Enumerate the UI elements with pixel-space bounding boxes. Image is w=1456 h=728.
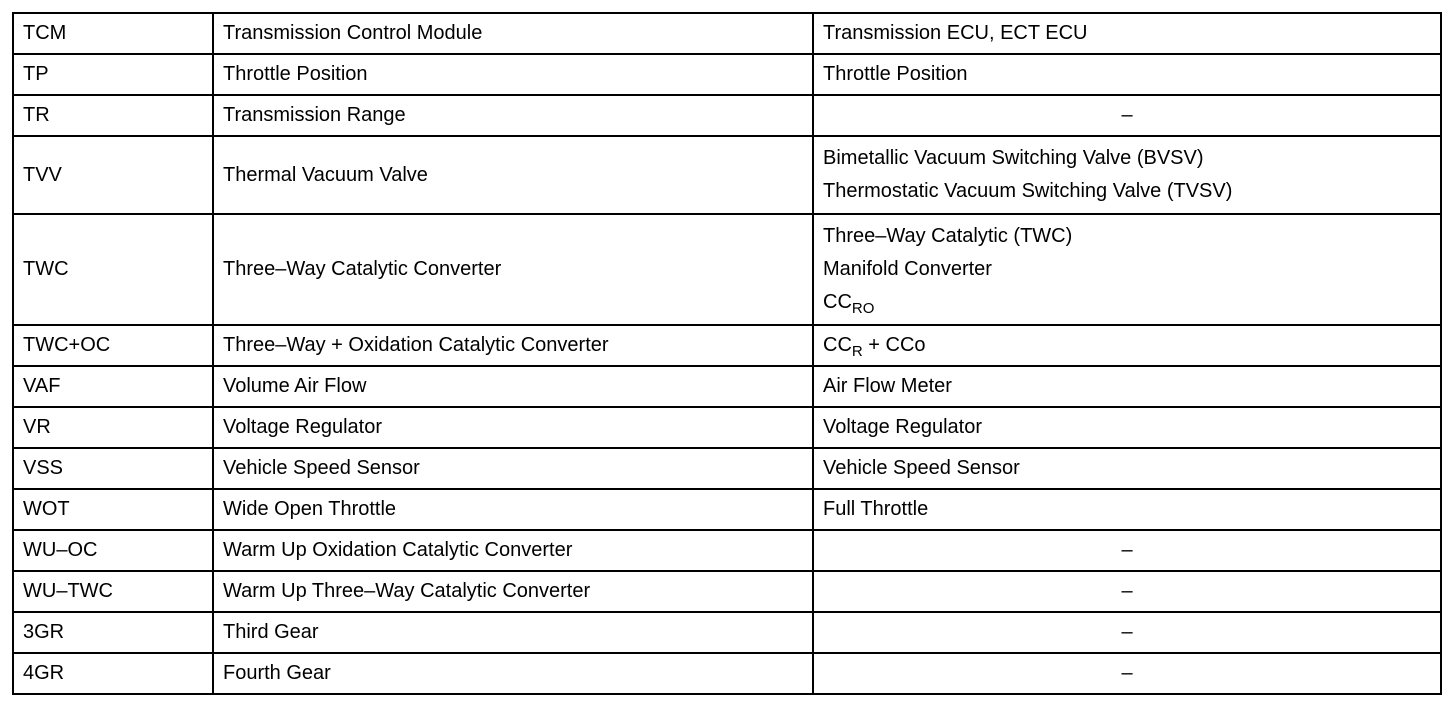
- abbreviation-table: [12, 12, 1442, 695]
- table-row: [13, 571, 1441, 612]
- term-cell: Third Gear: [213, 612, 813, 653]
- alternate-name-cell: Throttle Position: [813, 54, 1441, 95]
- abbreviation-cell: WU–TWC: [13, 571, 213, 612]
- alternate-name-line: Bimetallic Vacuum Switching Valve (BVSV): [823, 147, 1204, 169]
- alternate-name-cell: Voltage Regulator: [813, 407, 1441, 448]
- abbreviation-cell: WU–OC: [13, 530, 213, 571]
- alternate-name-text: + CCo: [862, 334, 926, 356]
- alternate-name-text: CC: [823, 334, 852, 356]
- abbreviation-cell: 4GR: [13, 653, 213, 694]
- term-cell: Three–Way Catalytic Converter: [213, 214, 813, 325]
- table-row: [13, 612, 1441, 653]
- alternate-name-cell: –: [813, 530, 1441, 571]
- alternate-name-cell: [813, 214, 1441, 325]
- alternate-name-cell: [813, 136, 1441, 214]
- term-cell: Transmission Control Module: [213, 13, 813, 54]
- alternate-name-line: [823, 286, 1431, 319]
- alternate-name-cell: –: [813, 612, 1441, 653]
- term-cell: Vehicle Speed Sensor: [213, 448, 813, 489]
- abbreviation-cell: VSS: [13, 448, 213, 489]
- table-row: [13, 366, 1441, 407]
- alternate-name-cell: Vehicle Speed Sensor: [813, 448, 1441, 489]
- alternate-name-cell: Transmission ECU, ECT ECU: [813, 13, 1441, 54]
- term-cell: Throttle Position: [213, 54, 813, 95]
- term-cell: Wide Open Throttle: [213, 489, 813, 530]
- abbreviation-cell: VR: [13, 407, 213, 448]
- alternate-name-line: Thermostatic Vacuum Switching Valve (TVSV): [823, 180, 1233, 202]
- abbreviation-cell: TWC: [13, 214, 213, 325]
- term-cell: Warm Up Three–Way Catalytic Converter: [213, 571, 813, 612]
- term-cell: Warm Up Oxidation Catalytic Converter: [213, 530, 813, 571]
- alternate-name-cell: –: [813, 653, 1441, 694]
- table-row: [13, 448, 1441, 489]
- table-row: [13, 54, 1441, 95]
- table-row: [13, 214, 1441, 325]
- alternate-name-cell: Air Flow Meter: [813, 366, 1441, 407]
- term-cell: Thermal Vacuum Valve: [213, 136, 813, 214]
- term-cell: Three–Way + Oxidation Catalytic Converter: [213, 325, 813, 366]
- abbreviation-cell: TP: [13, 54, 213, 95]
- abbreviation-cell: TR: [13, 95, 213, 136]
- table-row: [13, 95, 1441, 136]
- abbreviation-cell: WOT: [13, 489, 213, 530]
- term-cell: Voltage Regulator: [213, 407, 813, 448]
- table-row: [13, 489, 1441, 530]
- table-row: [13, 530, 1441, 571]
- table-row: [13, 325, 1441, 366]
- alternate-name-cell: [813, 325, 1441, 366]
- term-cell: Fourth Gear: [213, 653, 813, 694]
- alternate-name-cell: –: [813, 571, 1441, 612]
- subscript-text: R: [851, 343, 863, 360]
- table-row: [13, 407, 1441, 448]
- term-cell: Volume Air Flow: [213, 366, 813, 407]
- alternate-name-line: Manifold Converter: [823, 258, 992, 280]
- subscript-text: RO: [851, 300, 875, 317]
- abbreviation-cell: 3GR: [13, 612, 213, 653]
- table-row: [13, 653, 1441, 694]
- alternate-name-cell: –: [813, 95, 1441, 136]
- abbreviation-cell: TWC+OC: [13, 325, 213, 366]
- abbreviation-cell: TVV: [13, 136, 213, 214]
- table-row: [13, 13, 1441, 54]
- alternate-name-line: Three–Way Catalytic (TWC): [823, 225, 1073, 247]
- table-row: [13, 136, 1441, 214]
- term-cell: Transmission Range: [213, 95, 813, 136]
- alternate-name-text: CC: [823, 291, 852, 313]
- abbreviation-cell: TCM: [13, 13, 213, 54]
- abbreviation-cell: VAF: [13, 366, 213, 407]
- alternate-name-cell: Full Throttle: [813, 489, 1441, 530]
